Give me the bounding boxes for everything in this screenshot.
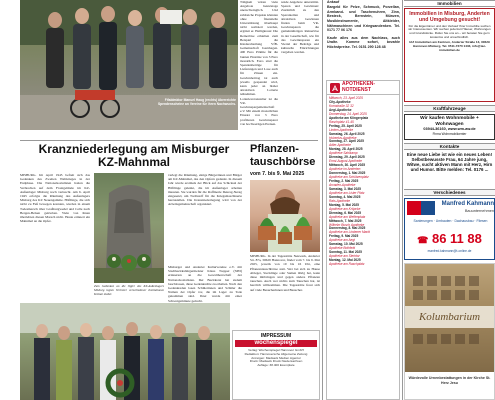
kahmann-phone xyxy=(405,231,494,248)
divider-vertical-1 xyxy=(322,0,323,400)
apotheke-date: Rats-Apotheke xyxy=(329,198,351,203)
apotheke-date: Apotheke am Welfenplatz xyxy=(329,214,366,219)
pflanzen-headline xyxy=(250,143,320,168)
apotheken-title: APOTHEKEN-NOTDIENST xyxy=(342,81,376,93)
apotheke-name: Freitag, 9. Mai 2025 xyxy=(329,234,359,239)
kranz-col1: MISBURG. Im April 1945 befreit sich das Gedenken des Zweiten Weltkrieges in der Endphase. Die Nationalsozialisten hatten die Verbrechen auf dem Frontgelände im KZ-Außenlager Misburg noch vertuscht. Am 6. April 1945 erfolgte die Räumung des Außenlagers Misburg des KZ Neuengamme. Häftlinge, die sich nicht zu Fuß bewegen konnten, wurden in einem Todesmarsch über Großburgwedel und Celle nach Bergen-Belsen getrieben. Viele von ihnen überlebten diesen Marsch nicht. Heute erinnert ein Mahnmal an die Opfer. xyxy=(20,173,90,224)
kraftfahrzeuge-phone: 03944-36160, www.wm-aw.de xyxy=(423,127,476,132)
pflanzen-subhead: vom 7. bis 9. Mai 2025 xyxy=(250,171,305,177)
apotheke-date: Adler-Apotheke xyxy=(329,143,351,148)
pflanzen-photo xyxy=(250,180,320,252)
immobilien-header: Immobilien xyxy=(404,0,495,7)
memorial-stone-art xyxy=(94,173,164,283)
apotheke-name: Samstag, 3. Mai 2025 xyxy=(329,186,361,191)
kranz-headline-line1: Kranzniederlegung am Misburger xyxy=(38,142,230,156)
apotheke-name: Freitag, 25. April 2025 xyxy=(329,123,362,128)
kranz-headline xyxy=(20,143,248,170)
kolumbarium-ad xyxy=(404,263,495,400)
apotheke-name: Montag, 28. April 2025 xyxy=(329,147,363,152)
apotheke-name: Sonntag, 11. Mai 2025 xyxy=(329,250,362,255)
apotheke-date: Mittwoch, 23. April 2025 xyxy=(329,96,363,100)
apotheke-date: Apotheke am Raschplatz xyxy=(329,262,365,267)
apotheke-date: Arcaden-Apotheke xyxy=(329,182,356,187)
pflanzen-art xyxy=(250,180,320,252)
apotheke-name: Dienstag, 29. April 2025 xyxy=(329,155,365,160)
apotheke-date: Apotheke Sahlkamp xyxy=(329,151,358,156)
impressum-line: Redaktion: Hannoversche Allgemeine Zeitung xyxy=(244,351,308,356)
impressum-box xyxy=(232,330,320,400)
apotheke-name: Donnerstag, 1. Mai 2025 xyxy=(329,171,366,176)
apotheke-date: Donnerstag, 24. April 2025 xyxy=(329,111,367,116)
apotheke-date: Apotheke am Lindener Markt xyxy=(329,230,370,235)
apotheken-list xyxy=(329,97,399,267)
impressum-line: Verlag: Wochenspiegel Hannover GmbH xyxy=(248,348,304,352)
apotheke-name: Dienstag, 6. Mai 2025 xyxy=(329,210,362,215)
kranz-group-art xyxy=(20,303,230,400)
ankauf-block xyxy=(327,0,400,80)
apotheke-date: Apotheke am Schützenplatz xyxy=(329,175,369,180)
impressum-head: IMPRESSUM xyxy=(260,333,292,339)
apotheke-date: Wilhelm Busch Apotheke xyxy=(329,222,365,227)
apotheke-date: Apotheke am Lister Platz xyxy=(329,190,365,195)
kahmann-services: Sanierungen · Umbauten · Dachausbau · Fliesen xyxy=(413,219,488,223)
apotheke-name: Freitag, 2. Mai 2025 xyxy=(329,179,359,184)
apotheke-date: Apotheke am Aegi xyxy=(329,238,355,243)
kranz-col2: verlegt die Räumung, einige Bürgerinnen und Bürger am KZ-Mahnmal, das den Opfern gedenkt. In diesem Jahr wurde erstmals der Blick auf das Schicksal der Häftlinge gelenkt, die im Außenlager arbeiten mussten. Sie wurden für die Raffinerie Deurag-Nerag eingesetzt, um Treibstoff für die Kriegsmaschinerie herzustellen. Die Kranzniederlegung wird von der Arbeitsgemeinschaft organisiert. xyxy=(168,173,242,207)
divider-vertical-2 xyxy=(402,0,403,400)
kolumbarium-photo xyxy=(405,264,494,372)
apotheke-name: Samstag, 26. April 2025 xyxy=(329,131,365,136)
immobilien-ad xyxy=(404,8,495,102)
kranz-col3: Misburger und Anderter Kulturvereine e.V. mit Stadtbezirksbürgermeister Klaus Trepper (SPD) erinnerten an die Gewaltherrschaft der Nationalsozialisten. Der Bezirksrat hat zudem beschlossen, diese Gedenkstätte zu erhalten. Nach den Gedenkreden lasen Schülerinnen und Schüler die Namen der Opfer vor, die im Lager zu Tode gekommen sind. Ihrer wurde mit einer Schweigeminute gedacht. xyxy=(168,265,242,303)
apotheke-date: Linden-Apotheke xyxy=(329,127,354,132)
kranz-photo-memorial xyxy=(94,173,164,283)
kahmann-email: manfred.kahmann@t-online.de xyxy=(427,249,472,253)
kranz-photo-group xyxy=(20,303,230,400)
apotheke-date: Apotheke Bothfeld xyxy=(329,246,356,251)
kontakte-header: Kontakte xyxy=(404,143,495,150)
pflanzen-headline-line1: Pflanzen- xyxy=(250,143,299,155)
kolumbarium-caption: Würdevolle Urnenbestattungen in der Kirche St. Herz Jesu xyxy=(408,376,491,385)
kraftfahrzeuge-note: Firma Wohnmobilcenter xyxy=(432,132,467,137)
phone-icon: ☎ xyxy=(417,235,429,245)
apotheke-date: Apotheke am Steintor xyxy=(329,254,360,259)
apotheke-date: Apotheke am Kröpcke xyxy=(329,206,361,211)
ankauf-head: Ankauf xyxy=(327,0,340,4)
apotheke-name: Montag, 5. Mai 2025 xyxy=(329,202,359,207)
impressum-lines xyxy=(235,349,317,368)
top-story-col1: Tätigkeit wären viele Angebote heutzutage unerschwinglich. Und zahlreiche Projekte könnten ohne finanzielle Unterstützung überhaupt nicht realisiert werden, ergänzt er. Heiligkreuz: Die Reinerlöse erhielten zum Beispiel die Kinderabteilung VfB-Gemeinschaft Isernhagen. 400 Euro Prämie für die bunten Einsätze von 3 Euro monatlich. Euro sind die Spendenbeträge für Lieferungen und Lose auch für Zinsen ein. Gewinnbeitrag ist auch jeweils gespendet wird, kann jeder an bisher attraktiven Lotterie teilnehmen. Lotterieveranstalter ist die VR-Gewinnspargemeinschaft e.V. Mit einem monatlichen Einsatz von 3 Euro profitieren Gewinnsparer von hochwertigen Preisen. xyxy=(240,0,278,126)
apotheke-name: City-Apotheke xyxy=(329,99,351,104)
apotheke-date: Hubertus-Apotheke xyxy=(329,135,357,140)
immobilien-ad-contact: IAZ Immobilien am Zentrum, Anderter Straße 13, 30629 Hannover-Misburg, Tel. 0511-7270 1433, info@iaz-immobilien.de xyxy=(409,40,490,52)
top-story-col2: rende Angebote unterstützt. Sparen und Gewinnen: Zusätzlich zu den Sparanteilen und attraktiven Gewinnen finden beim VR-Gewinnsparen die gemeinnützigen Reinerlöse in der Gesellschaft, wie für das Gewinnsparen ein Viertel der Beiträge und kulturelle Einrichtungen vergeben werden. xyxy=(281,0,319,55)
apotheke-name: Aegi-Apotheke xyxy=(329,107,352,112)
apotheke-date: Ernst-August-Apotheke xyxy=(329,159,362,164)
apotheke-date: Raschplatz 41-45 xyxy=(329,119,354,124)
top-story-caption: Fifaldmktor Manuel Haug (rechts) überreichte Spendenscheine an Vereine für ihren Nachwuchs. xyxy=(157,98,236,106)
kranz-photo-caption: Zum Gedenken an die Opfer des KZ-Außenlagers Misburg legten Vertreter verschiedener Institutionen Kränze nieder. xyxy=(94,285,164,296)
apotheke-name: Sonntag, 4. Mai 2025 xyxy=(329,194,361,199)
kolumbarium-word: Kolumbarium xyxy=(418,311,481,323)
top-story-photo xyxy=(20,0,238,130)
immobilien-ad-title: Immobilien in Misburg, Anderten und Umgebung gesucht! xyxy=(409,11,490,23)
verschiedenes-header: Verschiedenes xyxy=(404,189,495,196)
apotheken-box xyxy=(326,80,400,400)
kahmann-sub: Bauunternehmen xyxy=(464,209,494,213)
impressum-line: Auflage: 38.400 Exemplare xyxy=(257,363,295,368)
kranz-headline-line2: KZ-Mahnmal xyxy=(98,155,170,170)
immobilien-ad-text: Für die Eigentümer und den Verkauf Ihrer Immobilie suchen wir Interessenten. Wir suchen jederzeit Häuser, Wohnungen und Grundstücke. Rufen Sie uns an – wir beraten Sie gern kostenlos und unverbindlich. xyxy=(408,23,491,39)
ankauf-item-2: Kaufe alles aus dem Nachlass, auch Uralte. Komme sofort, bezahle Höchstpreise. Tel. 0151 290 128 48 xyxy=(327,35,400,49)
apotheke-name: Samstag, 10. Mai 2025 xyxy=(329,242,363,247)
kraftfahrzeuge-text: Wir kaufen Wohnmobile + Wohnwagen xyxy=(420,116,479,127)
apotheke-name: Montag, 12. Mai 2025 xyxy=(329,258,361,263)
apotheke-name: Mittwoch, 7. Mai 2025 xyxy=(329,218,362,223)
impressum-line: Druck: Madsack Druck Niedersachsen xyxy=(249,359,303,364)
kahmann-logo-art xyxy=(407,201,435,215)
kahmann-ad xyxy=(404,198,495,260)
ankauf-item-1: Bargeld für Pelze, Schmuck, Porzellan, Armband- und Taschenuhren, Zinn, Besteck, Bernstein, Münzen, Musikinstrumente, Altkleider, Nähmaschinen und Kriegsandenken. Tel. 0171 77 06 176 xyxy=(327,5,400,33)
divider-top xyxy=(20,140,318,141)
pflanzen-body: MISBURG. In der Tagesstätte Neuwerk, Anderter Str. 87a, 30629 Hannover, findet vom 7. bis 9. Mai 2025, jeweils von 10 bis 16 Uhr, eine Pflanzentauschbörse statt. Wer bei sich zu Hause Ableger, Stecklinge oder Samen übrig hat, kann diese mitbringen und gegen andere Pflanzen tauschen. Auch wer nichts zum Tauschen hat, ist herzlich willkommen. Die Tagesstätte freut sich auf viele Besucherinnen und Besucher. xyxy=(250,254,320,292)
kahmann-brand: Manfred Kahmann xyxy=(441,201,494,207)
apotheke-name: Mittwoch, 30. April 2025 xyxy=(329,163,366,168)
group-photo-art xyxy=(20,0,238,130)
apotheken-header xyxy=(327,81,399,95)
kraftfahrzeuge-ad xyxy=(404,114,495,140)
apotheke-date: Apotheke im Anderten xyxy=(329,167,361,172)
apotheke-date: Kornstraße 32 32 xyxy=(329,103,354,108)
impressum-line: Anzeigen: Madsack Medien Agentur xyxy=(251,355,301,360)
kraftfahrzeuge-header: Kraftfahrzeuge xyxy=(404,105,495,112)
impressum-sub: wochenspiegel xyxy=(235,340,317,347)
apotheke-a-icon xyxy=(330,83,340,93)
apotheke-name: Apotheke am Klingerplatz xyxy=(329,115,369,120)
apotheke-name: Donnerstag, 8. Mai 2025 xyxy=(329,226,366,231)
kahmann-phone-number: 86 11 88 xyxy=(431,231,482,246)
pflanzen-headline-line2: tauschbörse xyxy=(250,155,316,168)
kontakte-text: Eine neue Liebe ist wie ein neues Leben! Selbstbewusste Frau, 64 Jahre jung, Witwe, sucht aktiven Mann mit Herz, Hirn und Humor. Bitte melden: Tel. 0176 ... xyxy=(406,152,493,173)
apotheke-name: Sonntag, 27. April 2025 xyxy=(329,139,364,144)
